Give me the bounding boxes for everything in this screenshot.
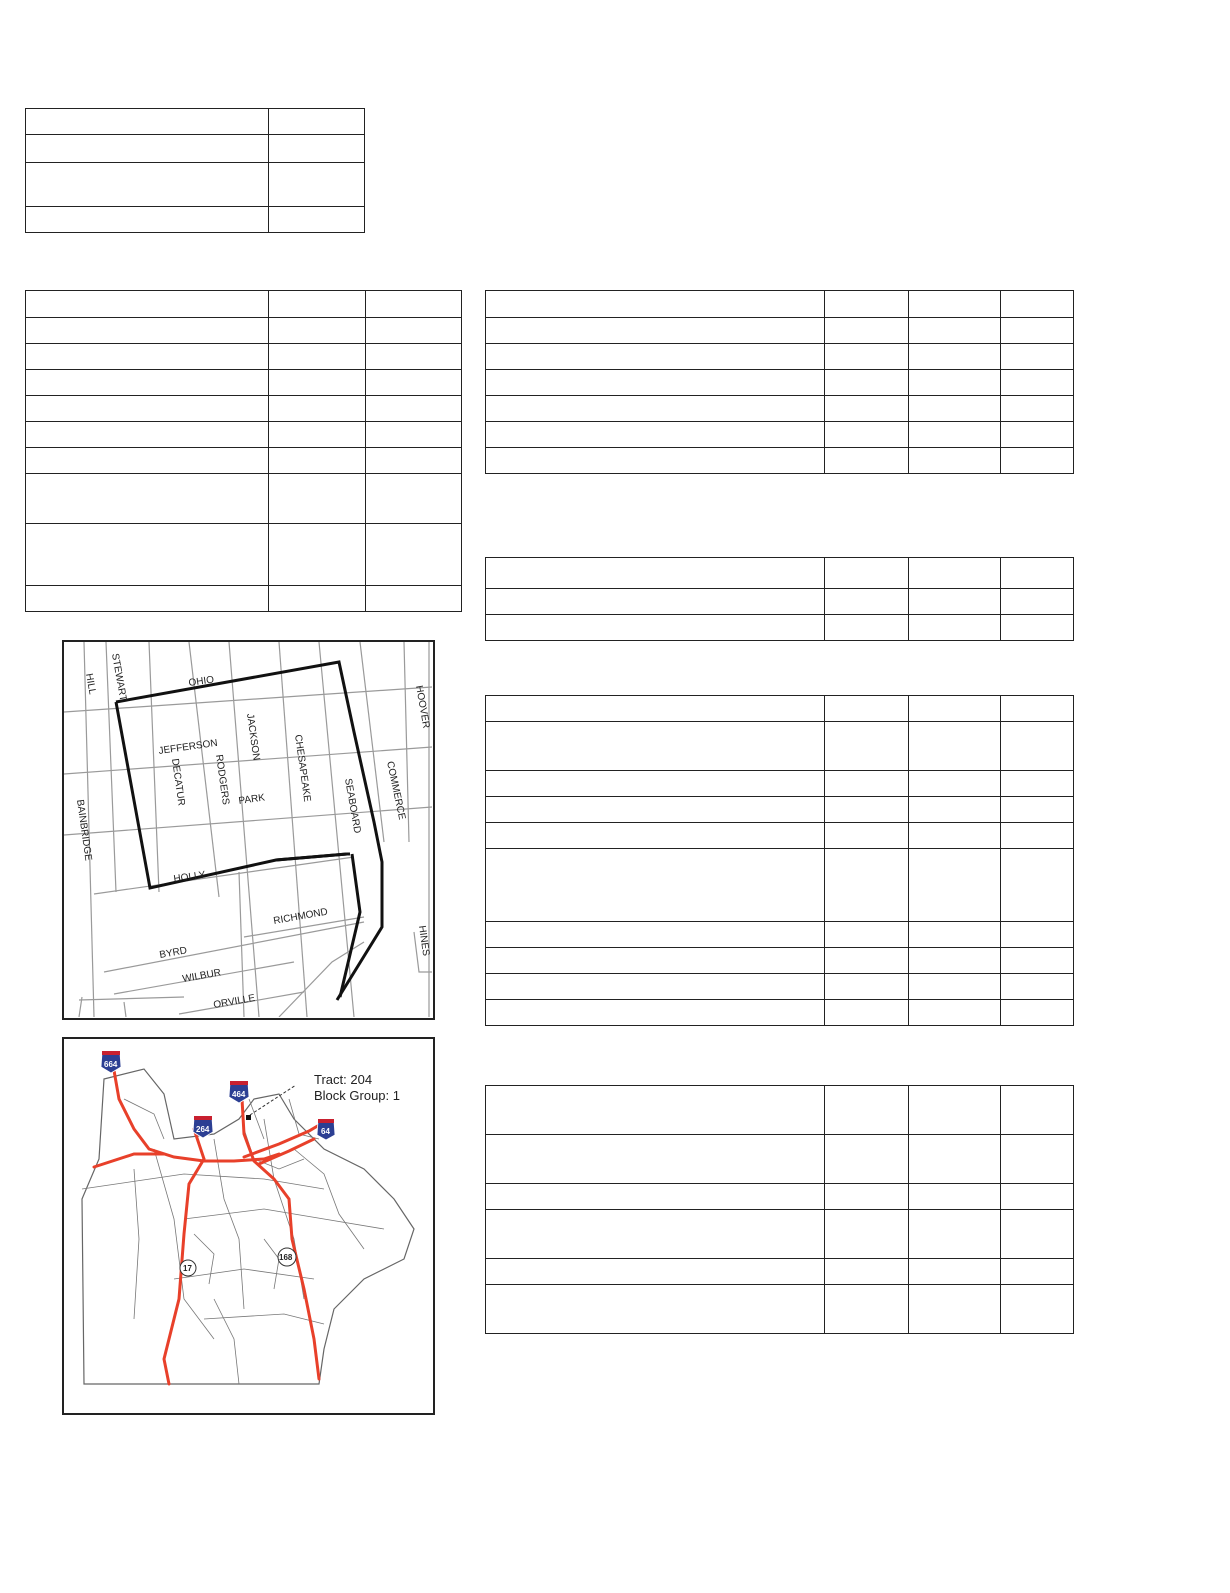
street-label-ohio: OHIO — [187, 674, 215, 689]
shield-i464-label: 464 — [232, 1090, 246, 1099]
table-right-1 — [485, 290, 1074, 474]
street-label-holly: HOLLY — [172, 869, 207, 885]
table-row — [486, 615, 1074, 641]
table-right-2 — [485, 557, 1074, 641]
table-row — [486, 344, 1074, 370]
street-label-hoover: HOOVER — [413, 684, 432, 730]
table-row — [486, 396, 1074, 422]
street-label-hines: HINES — [416, 924, 432, 957]
street-label-seaboard: SEABOARD — [342, 777, 363, 835]
table-row — [486, 948, 1074, 974]
table-row — [486, 448, 1074, 474]
route-168-marker — [278, 1248, 296, 1266]
locator-map-svg — [64, 1039, 432, 1412]
table-right-4 — [485, 1085, 1074, 1334]
street-label-rodgers: RODGERS — [213, 753, 231, 806]
route-17-marker — [180, 1260, 196, 1276]
table-row — [486, 1285, 1074, 1334]
table-row — [26, 135, 365, 163]
table-row — [486, 771, 1074, 797]
table-row — [486, 1086, 1074, 1135]
table-row — [26, 586, 462, 612]
street-label-chesapeake: CHESAPEAKE — [292, 733, 313, 803]
block-group-marker — [246, 1115, 251, 1120]
table-row — [486, 722, 1074, 771]
street-map-svg — [64, 642, 432, 1017]
table-row — [486, 696, 1074, 722]
table-row — [26, 448, 462, 474]
table-row — [26, 109, 365, 135]
block-group-label: Block Group: 1 — [314, 1088, 400, 1103]
table-row — [486, 1184, 1074, 1210]
street-map — [62, 640, 435, 1020]
table-row — [486, 370, 1074, 396]
street-label-park: PARK — [237, 792, 266, 807]
route-168-label: 168 — [279, 1253, 293, 1262]
street-label-stewart: STEWART — [109, 652, 129, 703]
street-label-richmond: RICHMOND — [272, 906, 329, 927]
shield-i264-label: 264 — [196, 1125, 210, 1134]
table-row — [486, 422, 1074, 448]
locator-map — [62, 1037, 435, 1415]
table-row — [486, 318, 1074, 344]
table-row — [486, 558, 1074, 589]
table-row — [486, 849, 1074, 922]
table-row — [26, 344, 462, 370]
route-17-label: 17 — [183, 1264, 192, 1273]
street-label-wilbur: WILBUR — [181, 967, 222, 985]
table-row — [26, 396, 462, 422]
table-row — [486, 589, 1074, 615]
shield-i664-label: 664 — [104, 1060, 118, 1069]
table-row — [486, 797, 1074, 823]
street-label-commerce: COMMERCE — [384, 760, 408, 821]
table-row — [486, 823, 1074, 849]
table-row — [26, 291, 462, 318]
table-row — [486, 1210, 1074, 1259]
table-row — [26, 163, 365, 207]
table-right-3 — [485, 695, 1074, 1026]
table-row — [26, 318, 462, 344]
shield-i664 — [101, 1051, 121, 1073]
street-label-jefferson: JEFFERSON — [157, 737, 219, 757]
street-label-decatur: DECATUR — [169, 757, 187, 807]
table-row — [26, 207, 365, 233]
street-label-hill: HILL — [83, 672, 98, 696]
table-left-main — [25, 290, 462, 612]
table-row — [486, 1259, 1074, 1285]
table-row — [486, 974, 1074, 1000]
table-row — [486, 291, 1074, 318]
table-row — [26, 422, 462, 448]
street-label-jackson: JACKSON — [244, 712, 262, 762]
shield-i464 — [229, 1081, 249, 1103]
shield-i64-label: 64 — [321, 1127, 330, 1136]
table-row — [26, 474, 462, 524]
street-label-bainbridge: BAINBRIDGE — [74, 798, 94, 862]
table-row — [486, 1000, 1074, 1026]
table-row — [486, 1135, 1074, 1184]
street-label-orville: ORVILLE — [212, 992, 256, 1011]
table-row — [26, 524, 462, 586]
shield-i64 — [317, 1119, 335, 1140]
street-label-byrd: BYRD — [158, 945, 188, 961]
tract-label: Tract: 204 — [314, 1072, 373, 1087]
table-row — [486, 922, 1074, 948]
table-summary — [25, 108, 365, 233]
table-row — [26, 370, 462, 396]
block-group-boundary — [116, 662, 382, 1000]
